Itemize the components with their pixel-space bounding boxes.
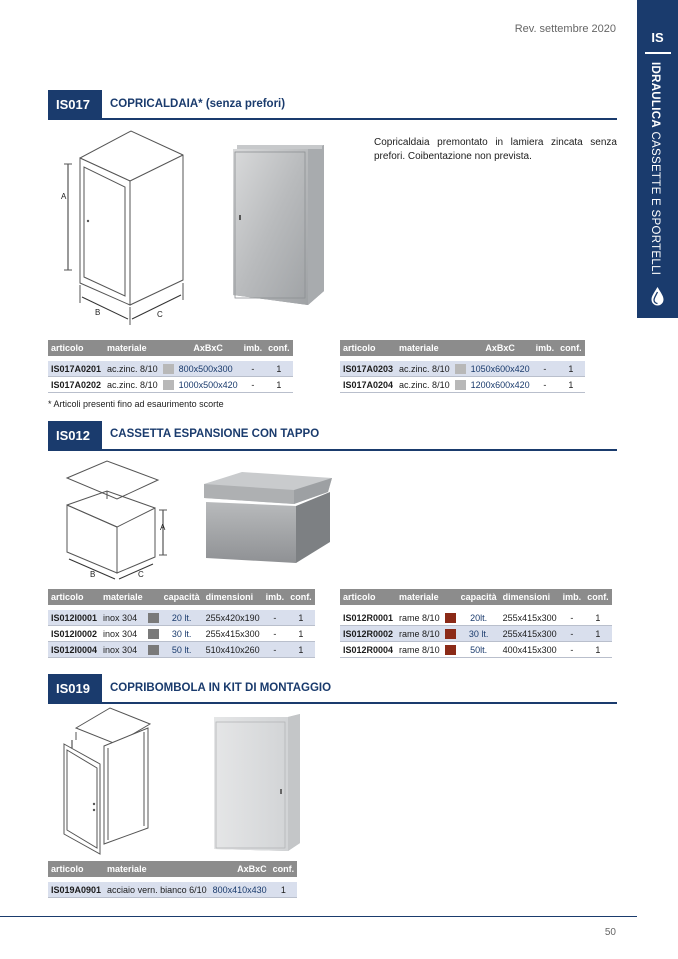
section-title-is017: COPRICALDAIA* (senza prefori) [110, 98, 286, 110]
category-divider [645, 52, 671, 54]
col-header-swatch [161, 340, 176, 356]
col-header-capacita: capacità [458, 589, 500, 605]
table-row [340, 642, 612, 658]
water-drop-icon [650, 286, 665, 306]
imb: - [263, 610, 288, 626]
table-row [340, 610, 612, 626]
article-code: IS012R0001 [340, 610, 396, 626]
table-row [48, 377, 293, 393]
category-label [649, 62, 661, 275]
material-swatch [148, 613, 159, 623]
imb: - [560, 626, 585, 642]
section-code-is012: IS012 [48, 421, 102, 451]
article-code: IS012I0001 [48, 610, 100, 626]
col-header-articolo: articolo [340, 589, 396, 605]
conf: 1 [265, 377, 293, 393]
section-title-is012: CASSETTA ESPANSIONE CON TAPPO [110, 428, 320, 440]
conf: 1 [287, 626, 315, 642]
section-rule-is017 [48, 118, 617, 120]
col-header-materiale: materiale [100, 589, 146, 605]
col-header-dimensioni: dimensioni [500, 589, 560, 605]
col-header-swatch [146, 589, 161, 605]
material: ac.zinc. 8/10 [396, 361, 453, 377]
capacity: 20 lt. [161, 610, 203, 626]
article-code: IS017A0202 [48, 377, 104, 393]
material-swatch [148, 629, 159, 639]
expansion-box-photo [200, 470, 335, 565]
expansion-box-drawing [55, 455, 175, 580]
is017-table-right [340, 340, 585, 393]
dimensions: 255x415x300 [500, 610, 560, 626]
material: rame 8/10 [396, 642, 443, 658]
dimension-label-a: A [61, 192, 67, 201]
conf: 1 [584, 642, 612, 658]
col-header-articolo: articolo [48, 340, 104, 356]
material-swatch [163, 364, 174, 374]
imb: - [533, 361, 558, 377]
article-code: IS012I0004 [48, 642, 100, 658]
capacity: 50 lt. [161, 642, 203, 658]
col-header-swatch [443, 589, 458, 605]
dimensions: 255x415x300 [203, 626, 263, 642]
dimensions: 255x415x300 [500, 626, 560, 642]
size: 1000x500x420 [176, 377, 241, 393]
imb: - [560, 610, 585, 626]
imb: - [263, 626, 288, 642]
article-code: IS019A0901 [48, 882, 104, 898]
imb: - [560, 642, 585, 658]
material-swatch [445, 613, 456, 623]
material-swatch [455, 364, 466, 374]
article-code: IS012R0002 [340, 626, 396, 642]
section-rule-is012 [48, 449, 617, 451]
conf: 1 [584, 610, 612, 626]
article-code: IS017A0201 [48, 361, 104, 377]
category-label-rest: CASSETTE E SPORTELLI [649, 127, 661, 276]
material: inox 304 [100, 626, 146, 642]
conf: 1 [584, 626, 612, 642]
col-header-materiale: materiale [396, 340, 453, 356]
material: inox 304 [100, 642, 146, 658]
section-rule-is019 [48, 702, 617, 704]
category-side-tab[interactable] [637, 0, 678, 318]
conf: 1 [270, 882, 298, 898]
col-header-articolo: articolo [340, 340, 396, 356]
conf: 1 [287, 610, 315, 626]
col-header-articolo: articolo [48, 589, 100, 605]
capacity: 30 lt. [458, 626, 500, 642]
article-code: IS017A0203 [340, 361, 396, 377]
article-code: IS012R0004 [340, 642, 396, 658]
col-header-conf: conf. [584, 589, 612, 605]
col-header-materiale: materiale [396, 589, 443, 605]
table-row [48, 882, 297, 898]
material-swatch [445, 645, 456, 655]
material-swatch [163, 380, 174, 390]
material-swatch [148, 645, 159, 655]
dimension-label-c: C [157, 310, 163, 319]
col-header-dimensioni: dimensioni [203, 589, 263, 605]
col-header-conf: conf. [287, 589, 315, 605]
size: 800x410x430 [210, 882, 270, 898]
col-header-imb: imb. [263, 589, 288, 605]
col-header-materiale: materiale [104, 861, 210, 877]
section-code-is019: IS019 [48, 674, 102, 704]
dimension-label-c-is012: C [138, 570, 144, 579]
is017-table-left [48, 340, 293, 393]
gas-cylinder-cover-photo [210, 713, 302, 853]
article-code: IS017A0204 [340, 377, 396, 393]
boiler-cover-photo [230, 143, 326, 307]
col-header-imb: imb. [560, 589, 585, 605]
material: acciaio vern. bianco 6/10 [104, 882, 210, 898]
section-code-is017: IS017 [48, 90, 102, 120]
imb: - [533, 377, 558, 393]
capacity: 20lt. [458, 610, 500, 626]
col-header-axbxc: AxBxC [176, 340, 241, 356]
conf: 1 [557, 377, 585, 393]
article-code: IS012I0002 [48, 626, 100, 642]
col-header-conf: conf. [265, 340, 293, 356]
material: rame 8/10 [396, 610, 443, 626]
material: inox 304 [100, 610, 146, 626]
col-header-axbxc: AxBxC [210, 861, 270, 877]
page-number: 50 [604, 927, 616, 938]
capacity: 30 lt. [161, 626, 203, 642]
col-header-conf: conf. [270, 861, 298, 877]
imb: - [241, 361, 266, 377]
col-header-imb: imb. [533, 340, 558, 356]
size: 800x500x300 [176, 361, 241, 377]
table-row [48, 626, 315, 642]
conf: 1 [265, 361, 293, 377]
imb: - [241, 377, 266, 393]
size: 1050x600x420 [468, 361, 533, 377]
conf: 1 [557, 361, 585, 377]
material: ac.zinc. 8/10 [104, 377, 161, 393]
revision-date: Rev. settembre 2020 [514, 23, 616, 35]
conf: 1 [287, 642, 315, 658]
is019-table [48, 861, 297, 898]
dimensions: 510x410x260 [203, 642, 263, 658]
table-row [48, 361, 293, 377]
dimensions: 400x415x300 [500, 642, 560, 658]
category-label-bold: IDRAULICA [649, 62, 661, 128]
gas-cylinder-cover-kit-drawing [58, 706, 158, 856]
dimension-label-a-is012: A [160, 523, 166, 532]
col-header-articolo: articolo [48, 861, 104, 877]
dimension-label-b: B [95, 308, 101, 317]
material-swatch [445, 629, 456, 639]
is012-table-left [48, 589, 315, 658]
col-header-imb: imb. [241, 340, 266, 356]
dimensions: 255x420x190 [203, 610, 263, 626]
col-header-axbxc: AxBxC [468, 340, 533, 356]
size: 1200x600x420 [468, 377, 533, 393]
capacity: 50lt. [458, 642, 500, 658]
stock-note: * Articoli presenti fino ad esaurimento scorte [48, 399, 224, 409]
section-title-is019: COPRIBOMBOLA IN KIT DI MONTAGGIO [110, 682, 332, 694]
material-swatch [455, 380, 466, 390]
material: rame 8/10 [396, 626, 443, 642]
dimension-label-b-is012: B [90, 570, 96, 579]
imb: - [263, 642, 288, 658]
table-row [340, 377, 585, 393]
boiler-cover-drawing [55, 125, 195, 330]
footer-rule [0, 916, 637, 917]
material: ac.zinc. 8/10 [396, 377, 453, 393]
col-header-conf: conf. [557, 340, 585, 356]
col-header-swatch [453, 340, 468, 356]
category-code: IS [651, 30, 664, 45]
table-row [48, 610, 315, 626]
col-header-capacita: capacità [161, 589, 203, 605]
table-row [340, 361, 585, 377]
table-row [340, 626, 612, 642]
is012-table-right [340, 589, 612, 658]
col-header-materiale: materiale [104, 340, 161, 356]
material: ac.zinc. 8/10 [104, 361, 161, 377]
is017-description: Copricaldaia premontato in lamiera zincata senza prefori. Coibentazione non prevista. [374, 137, 617, 162]
table-row [48, 642, 315, 658]
